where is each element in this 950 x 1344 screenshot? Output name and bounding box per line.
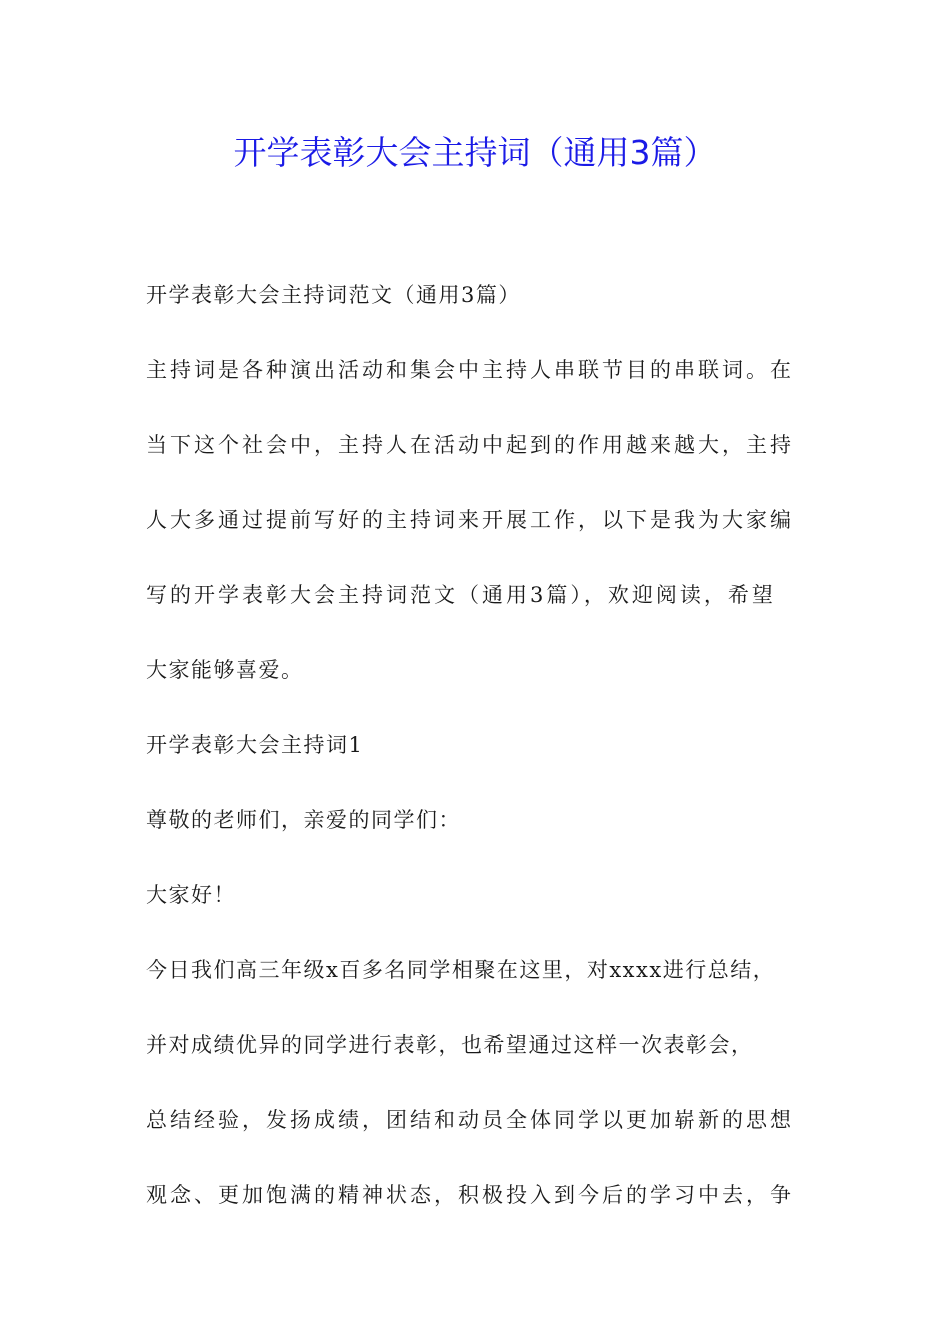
- greeting-line: 大家好！: [146, 883, 236, 907]
- document-title: 开学表彰大会主持词（通用3篇）: [233, 133, 717, 172]
- paragraph-line: 大家能够喜爱。: [146, 658, 304, 682]
- document-body: [146, 258, 846, 1233]
- section-heading: 开学表彰大会主持词1: [146, 733, 364, 757]
- paragraph-line: 今日我们高三年级x百多名同学相聚在这里，对xxxx进行总结，: [146, 958, 776, 982]
- paragraph-line: 总结经验，发扬成绩，团结和动员全体同学以更加崭新的思想: [146, 1108, 794, 1132]
- paragraph-line: 观念、更加饱满的精神状态，积极投入到今后的学习中去，争: [146, 1183, 794, 1207]
- paragraph-line: 主持词是各种演出活动和集会中主持人串联节目的串联词。在: [146, 358, 794, 382]
- paragraph-line: 写的开学表彰大会主持词范文（通用3篇），欢迎阅读，希望: [146, 583, 776, 607]
- subtitle-line: 开学表彰大会主持词范文（通用3篇）: [146, 283, 521, 307]
- paragraph-line: 并对成绩优异的同学进行表彰，也希望通过这样一次表彰会，: [146, 1033, 754, 1057]
- salutation-line: 尊敬的老师们，亲爱的同学们：: [146, 808, 461, 832]
- paragraph-line: 当下这个社会中，主持人在活动中起到的作用越来越大，主持: [146, 433, 794, 457]
- paragraph-line: 人大多通过提前写好的主持词来开展工作，以下是我为大家编: [146, 508, 794, 532]
